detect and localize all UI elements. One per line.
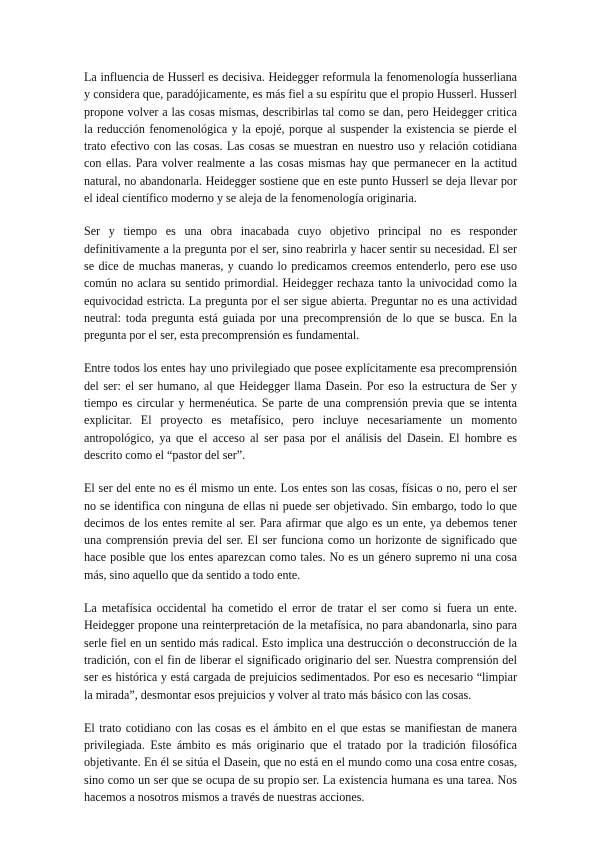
paragraph-metafisica: La metafísica occidental ha cometido el error de tratar el ser como si fuera un ente. Heidegger propone una reinterpretación de la metafísica, no para abandonarla, sino para serle fiel en un sentido más radical. Esto implica una destrucción o deconstrucción de la tradición, con el fin de liberar el significado originario del ser. Nuestra comprensión del ser es histórica y está cargada de prejuicios sedimentados. Por eso es necesario “limpiar la mirada”, desmontar esos prejuicios y volver al trato más básico con las cosas. bbox=[84, 601, 517, 702]
paragraph-dasein: Entre todos los entes hay uno privilegiado que posee explícitamente esa precomprensión del ser: el ser humano, al que Heidegger llama Dasein. Por eso la estructura de Ser y tiempo es circular y hermenéutica. Se parte de una comprensión previa que se intenta explicitar. El proyecto es metafísico, pero incluye necesariamente un momento antropológico, ya que el acceso al ser pasa por el análisis del Dasein. El hombre es descrito como el “pastor del ser”. bbox=[84, 361, 517, 462]
paragraph-husserl-influence: La influencia de Husserl es decisiva. Heidegger reformula la fenomenología husserliana y considera que, paradójicamente, es más fiel a su espíritu que el propio Husserl. Husserl propone volver a las cosas mismas, describirlas tal como se dan, pero Heidegger critica la reducción fenomenológica y la epojé, porque al suspender la existencia se pierde el trato efectivo con las cosas. Las cosas se muestran en nuestro uso y relación cotidiana con ellas. Para volver realmente a las cosas mismas hay que permanecer en la actitud natural, no abandonarla. Heidegger sostiene que en este punto Husserl se deja llevar por el ideal científico moderno y se aleja de la fenomenología originaria. bbox=[84, 70, 517, 206]
document-page bbox=[84, 69, 517, 822]
paragraph-ser-y-tiempo: Ser y tiempo es una obra inacabada cuyo objetivo principal no es responder definitivamente a la pregunta por el ser, sino reabrirla y hacer sentir su necesidad. El ser se dice de muchas maneras, y cuando lo predicamos creemos entenderlo, pero ese uso común no aclara su sentido primordial. Heidegger rechaza tanto la univocidad como la equivocidad estricta. La pregunta por el ser sigue abierta. Preguntar no es una actividad neutral: toda pregunta está guiada por una precomprensión de lo que se busca. En la pregunta por el ser, esta precomprensión es fundamental. bbox=[84, 224, 517, 343]
paragraph-ser-del-ente: El ser del ente no es él mismo un ente. Los entes son las cosas, físicas o no, pero el ser no se identifica con ninguna de ellas ni puede ser objetivado. Sin embargo, todo lo que decimos de los entes remite al ser. Para afirmar que algo es un ente, ya debemos tener una comprensión previa del ser. El ser funciona como un horizonte de significado que hace posible que los entes aparezcan como tales. No es un género supremo ni una cosa más, sino aquello que da sentido a todo ente. bbox=[84, 481, 517, 582]
paragraph-trato-cotidiano: El trato cotidiano con las cosas es el ámbito en el que estas se manifiestan de manera privilegiada. Este ámbito es más originario que el tratado por la tradición filosófica objetivante. En él se sitúa el Dasein, que no está en el mundo como una cosa entre cosas, sino como un ser que se ocupa de su propio ser. La existencia humana es una tarea. Nos hacemos a nosotros mismos a través de nuestras acciones. bbox=[84, 720, 517, 804]
